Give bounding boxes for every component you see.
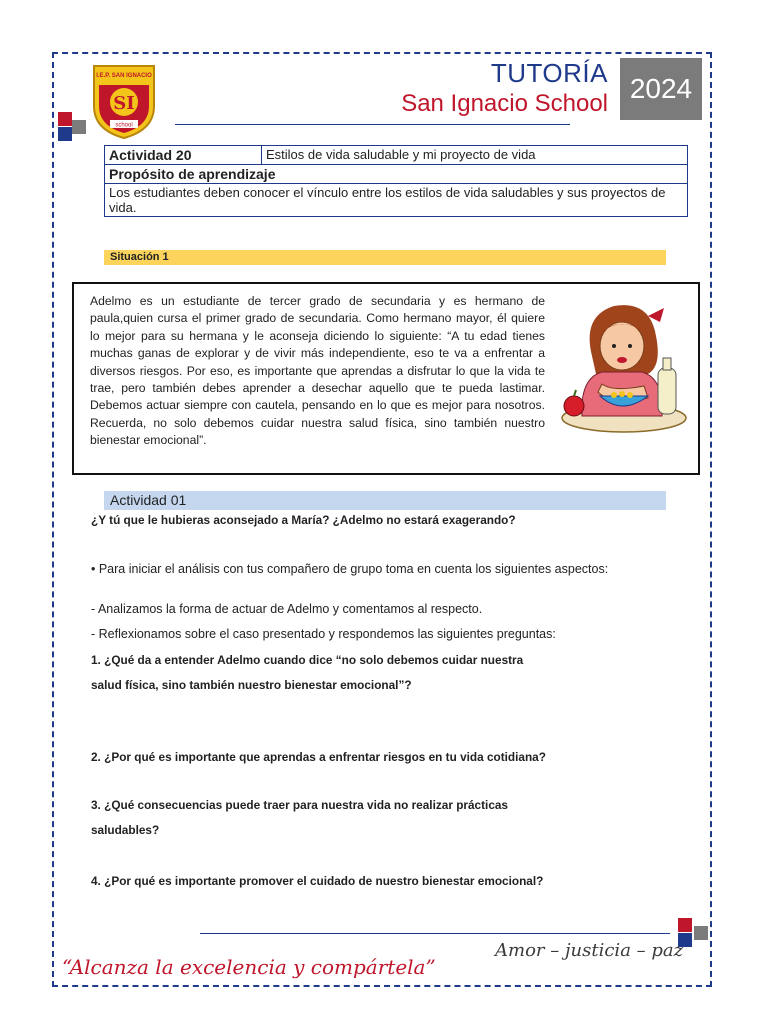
question-3-line-1: 3. ¿Qué consecuencias puede traer para nuestra vida no realizar prácticas — [91, 798, 508, 812]
school-values: Amor – justicia – paz — [495, 940, 684, 961]
girl-eating-illustration — [552, 296, 690, 436]
activity01-label: Actividad 01 — [104, 491, 666, 510]
question-1-line-1: 1. ¿Qué da a entender Adelmo cuando dice “no solo debemos cuidar nuestra — [91, 653, 524, 667]
year-badge: 2024 — [620, 58, 702, 120]
school-logo — [90, 62, 158, 140]
purpose-text: Los estudiantes deben conocer el vínculo entre los estilos de vida saludables y sus proyectos de vida. — [105, 184, 688, 217]
decor-square-red — [678, 918, 692, 932]
question-4: 4. ¿Por qué es importante promover el cuidado de nuestro bienestar emocional? — [91, 874, 544, 888]
header-title: TUTORÍA — [490, 58, 608, 88]
logo-monogram: SI — [113, 93, 135, 114]
question-2: 2. ¿Por qué es importante que aprendas a enfrentar riesgos en tu vida cotidiana? — [91, 750, 546, 764]
situation-label: Situación 1 — [104, 250, 666, 265]
logo-text-top: I.E.P. SAN IGNACIO — [96, 73, 152, 79]
activity-number: Actividad 20 — [105, 146, 262, 165]
decor-square-gray — [72, 120, 86, 134]
point-2: - Reflexionamos sobre el caso presentado y respondemos las siguientes preguntas: — [91, 627, 556, 641]
school-motto: “Alcanza la excelencia y compártela” — [62, 955, 436, 979]
decor-square-red — [58, 112, 72, 126]
logo-text-bottom: school — [115, 122, 133, 129]
intro-question: ¿Y tú que le hubieras aconsejado a María? ¿Adelmo no estará exagerando? — [91, 513, 516, 527]
instruction-text: • Para iniciar el análisis con tus compañero de grupo toma en cuenta los siguientes aspectos: — [91, 562, 609, 576]
decor-square-navy — [58, 127, 72, 141]
activity-table — [104, 145, 688, 217]
question-3-line-2: saludables? — [91, 823, 160, 837]
footer-line — [200, 933, 670, 934]
activity-title: Estilos de vida saludable y mi proyecto de vida — [262, 146, 688, 165]
purpose-label: Propósito de aprendizaje — [105, 165, 688, 184]
header-underline — [175, 124, 570, 125]
point-1: - Analizamos la forma de actuar de Adelmo y comentamos al respecto. — [91, 602, 483, 616]
story-text: Adelmo es un estudiante de tercer grado de secundaria y es hermano de paula,quien cursa el primer grado de secundaria. Como hermano mayor, él quiere lo mejor para su hermana y le aconseja diciendo lo siguiente: “A tu edad tienes muchas ganas de explorar y de vivir más independiente, eso te va a enfrentar a diversos riesgos. Por eso, es importante que aprendas a disfrutar lo que la vida te trae, pero también debes aprender a desechar aquello que te pueda lastimar. Debemos actuar siempre con cautela, pensando en lo que es mejor para nosotros. Recuerda, no solo debemos cuidar nuestra salud física, sino también nuestro bienestar emocional”. — [90, 294, 545, 448]
school-name: San Ignacio School — [401, 90, 608, 117]
question-1-line-2: salud física, sino también nuestro bienestar emocional”? — [91, 678, 412, 692]
decor-square-gray — [694, 926, 708, 940]
